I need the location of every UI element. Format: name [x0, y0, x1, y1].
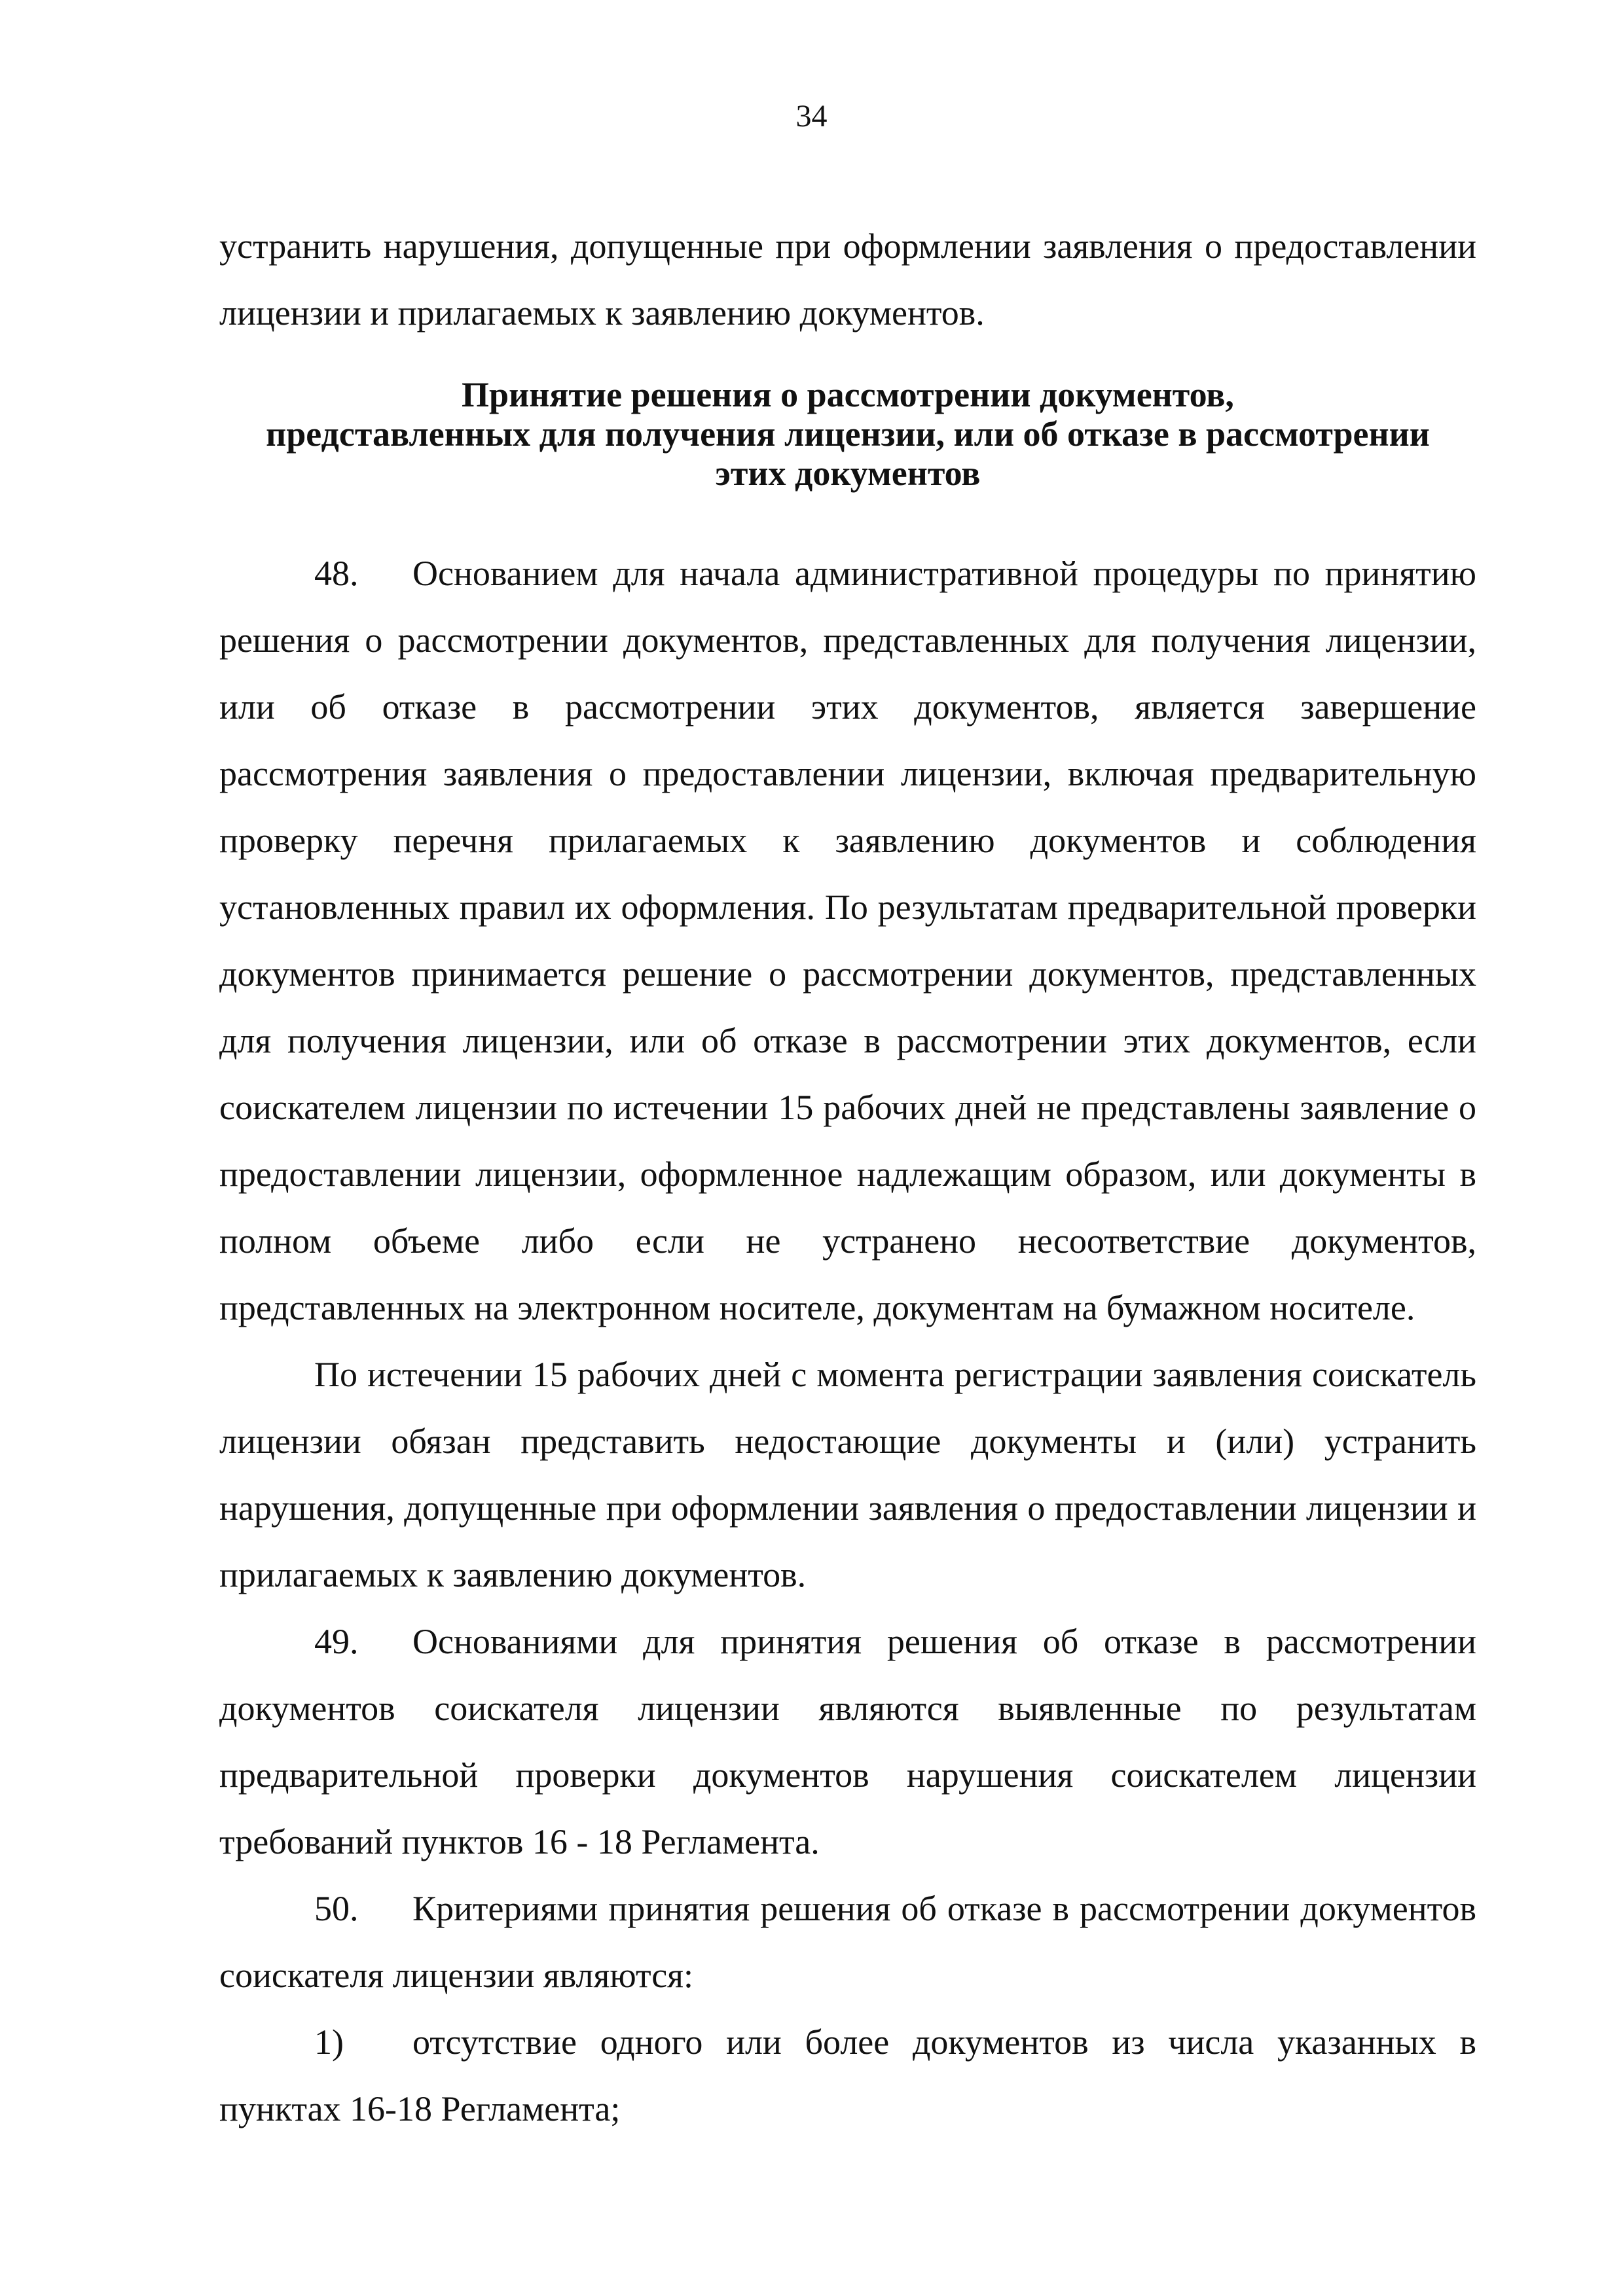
continuation-paragraph: устранить нарушения, допущенные при оформлении заявления о предоставлении лицензии и прилагаемых к заявлению документов. [219, 226, 1476, 332]
paragraph-48 [219, 540, 1476, 1341]
document-body [219, 213, 1476, 2142]
list-item-1-number: 1) [314, 2022, 344, 2062]
section-heading-line-2: представленных для получения лицензии, или об отказе в рассмотрении [266, 414, 1430, 454]
paragraph-50-text: Критериями принятия решения об отказе в рассмотрении документов соискателя лицензии являются: [219, 1889, 1476, 1995]
paragraph-50-number: 50. [314, 1889, 359, 1928]
section-heading-line-1: Принятие решения о рассмотрении документов, [462, 375, 1234, 414]
section-heading [219, 375, 1476, 493]
paragraph-48-continued: По истечении 15 рабочих дней с момента регистрации заявления соискатель лицензии обязан представить недостающие документы и (или) устранить нарушения, допущенные при оформлении заявления о предоставлении лицензии и прилагаемых к заявлению документов. [219, 1355, 1476, 1594]
page-number: 34 [795, 99, 828, 134]
paragraph-48-number: 48. [314, 554, 359, 593]
paragraph-49-number: 49. [314, 1622, 359, 1661]
paragraph-50 [219, 1875, 1476, 2009]
list-item-1 [219, 2009, 1476, 2142]
section-heading-line-3: этих документов [715, 454, 981, 493]
list-item-1-text: отсутствие одного или более документов из числа указанных в пунктах 16-18 Регламента; [219, 2022, 1476, 2128]
paragraph-49-text: Основаниями для принятия решения об отказе в рассмотрении документов соискателя лицензии являются выявленные по результатам предварительной проверки документов нарушения соискателем лицензии требований пунктов 16 - 18 Регламента. [219, 1622, 1476, 1861]
paragraph-49 [219, 1608, 1476, 1875]
paragraph-48-text: Основанием для начала административной процедуры по принятию решения о рассмотрении документов, представленных для получения лицензии, или об отказе в рассмотрении этих документов, является завершение рассмотрения заявления о предоставлении лицензии, включая предварительную проверку перечня прилагаемых к заявлению документов и соблюдения установленных правил их оформления. По результатам предварительной проверки документов принимается решение о рассмотрении документов, представленных для получения лицензии, или об отказе в рассмотрении этих документов, если соискателем лицензии по истечении 15 рабочих дней не представлены заявление о предоставлении лицензии, оформленное надлежащим образом, или документы в полном объеме либо если не устранено несоответствие документов, представленных на электронном носителе, документам на бумажном носителе. [219, 554, 1476, 1327]
